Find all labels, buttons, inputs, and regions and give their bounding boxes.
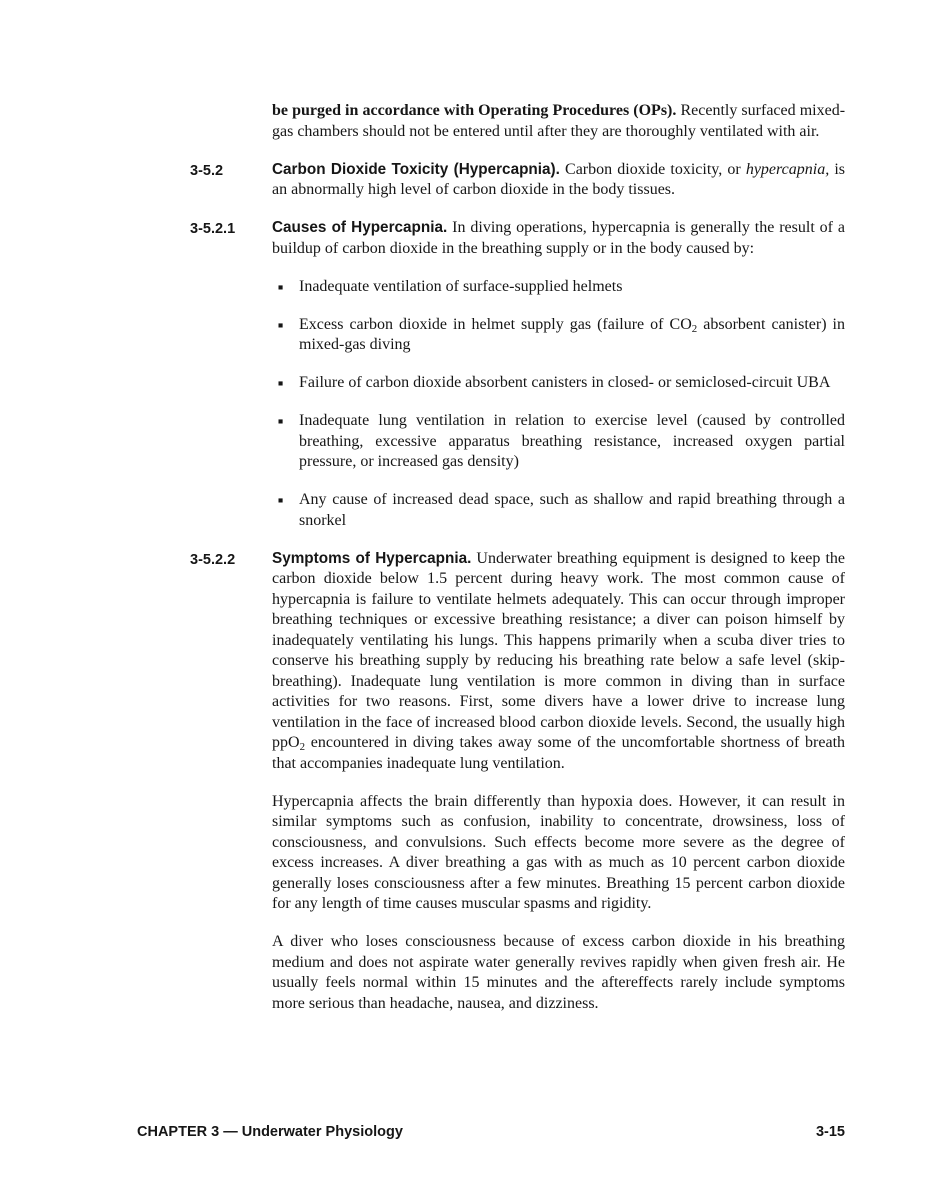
- square-bullet-icon: ■: [278, 319, 284, 330]
- body-text: Hypercapnia affects the brain differently than hypoxia does. However, it can result in similar symptoms such as confusion, inability to concentrate, drowsiness, loss of consciousness, and convulsions. Such effects become more severe as the degree of excess increases. A diver breathing a gas with as much as 10 percent carbon dioxide generally loses consciousness after a few minutes. Breathing 15 percent carbon dioxide for any length of time causes muscular spasms and rigidity.: [272, 792, 845, 912]
- body-text: Inadequate ventilation of surface-supplied helmets: [299, 277, 623, 295]
- body-text: is an abnormally high level of carbon dioxide in the body tissues.: [272, 160, 846, 198]
- section-paragraph: [272, 160, 845, 201]
- section-body: [272, 218, 845, 549]
- footer-chapter-title: CHAPTER 3 — Underwater Physiology: [137, 1124, 403, 1140]
- section-paragraph: [272, 549, 845, 775]
- body-text: Excess carbon dioxide in helmet supply gas (failure of CO: [299, 315, 692, 333]
- footer-page-number: 3-15: [815, 1124, 845, 1140]
- section-body: [272, 549, 845, 1032]
- section-number: 3-5.2: [190, 162, 224, 179]
- section-paragraph: [272, 218, 845, 259]
- italic-term: hypercapnia,: [745, 160, 830, 178]
- section-heading: Carbon Dioxide Toxicity (Hypercapnia).: [272, 160, 560, 178]
- section-body: [272, 160, 845, 219]
- body-text: absorbent canister) in mixed-gas diving: [299, 315, 846, 353]
- bullet-text: [299, 490, 845, 531]
- section-heading: Symptoms of Hypercapnia.: [272, 549, 472, 567]
- section-heading: Causes of Hypercapnia.: [272, 219, 448, 236]
- paragraph-continuation: [272, 101, 845, 142]
- body-text: Recently surfaced mixed-gas chambers should not be entered until after they are thoroughly ventilated with air.: [272, 102, 846, 140]
- square-bullet-icon: ■: [278, 281, 284, 292]
- page-footer: [137, 1122, 845, 1143]
- bullet-text: [299, 373, 845, 394]
- section-paragraph: [272, 932, 845, 1014]
- section-3-5-2: [190, 160, 845, 219]
- square-bullet-icon: ■: [278, 378, 284, 388]
- bullet-text: [299, 315, 845, 356]
- body-text: Underwater breathing equipment is designed to keep the carbon dioxide below 1.5 percent during heavy work. The most common cause of hypercapnia is failure to ventilate helmets adequately. This can occur through improper breathing techniques or excessive breathing resistance; a diver can poison himself by inadequately ventilating his lungs. This happens primarily when a scuba diver tries to conserve his breathing supply by reducing his breathing rate below a safe level (skip-breathing). Inadequate lung ventilation is more common in diving than in surface activities for two reasons. First, some divers have a lower drive to increase lung ventilation in the face of increased blood carbon dioxide levels. Second, the usually high ppO: [272, 549, 846, 751]
- bullet-text: [299, 411, 845, 473]
- bullet-text: [299, 277, 845, 298]
- bullet-item: [272, 277, 845, 298]
- body-text: Carbon dioxide toxicity, or: [565, 160, 741, 178]
- section-paragraph: [272, 792, 845, 915]
- bullet-item: [272, 315, 845, 356]
- body-text: Inadequate lung ventilation in relation to exercise level (caused by controlled breathing, excessive apparatus breathing resistance, increased oxygen partial pressure, or increased gas density): [299, 412, 845, 470]
- square-bullet-icon: ■: [278, 495, 284, 505]
- bold-lead-text: be purged in accordance with Operating Procedures (OPs).: [272, 102, 677, 119]
- body-text: Failure of carbon dioxide absorbent canisters in closed- or semiclosed-circuit UBA: [299, 374, 831, 391]
- body-text: A diver who loses consciousness because of excess carbon dioxide in his breathing medium and does not aspirate water generally revives rapidly when given fresh air. He usually feels normal within 15 minutes and the aftereffects rarely include symptoms more serious than headache, nausea, and dizziness.: [272, 933, 845, 1012]
- page-content: [190, 101, 845, 1032]
- subscript-text: 2: [299, 741, 305, 754]
- body-text: Any cause of increased dead space, such as shallow and rapid breathing through a snorkel: [299, 491, 845, 529]
- section-3-5-2-1: [190, 218, 845, 549]
- body-text: In diving operations, hypercapnia is generally the result of a buildup of carbon dioxide in the breathing supply or in the body caused by:: [272, 219, 846, 257]
- subscript-text: 2: [691, 322, 698, 335]
- section-number: 3-5.2.1: [190, 221, 236, 237]
- bullet-item: [272, 373, 845, 394]
- bullet-item: [272, 490, 845, 531]
- square-bullet-icon: ■: [278, 416, 284, 426]
- bullet-item: [272, 411, 845, 473]
- section-number: 3-5.2.2: [190, 551, 236, 568]
- body-text: encountered in diving takes away some of the uncomfortable shortness of breath that accompanies inadequate lung ventilation.: [272, 734, 846, 772]
- section-3-5-2-2: [190, 549, 845, 1032]
